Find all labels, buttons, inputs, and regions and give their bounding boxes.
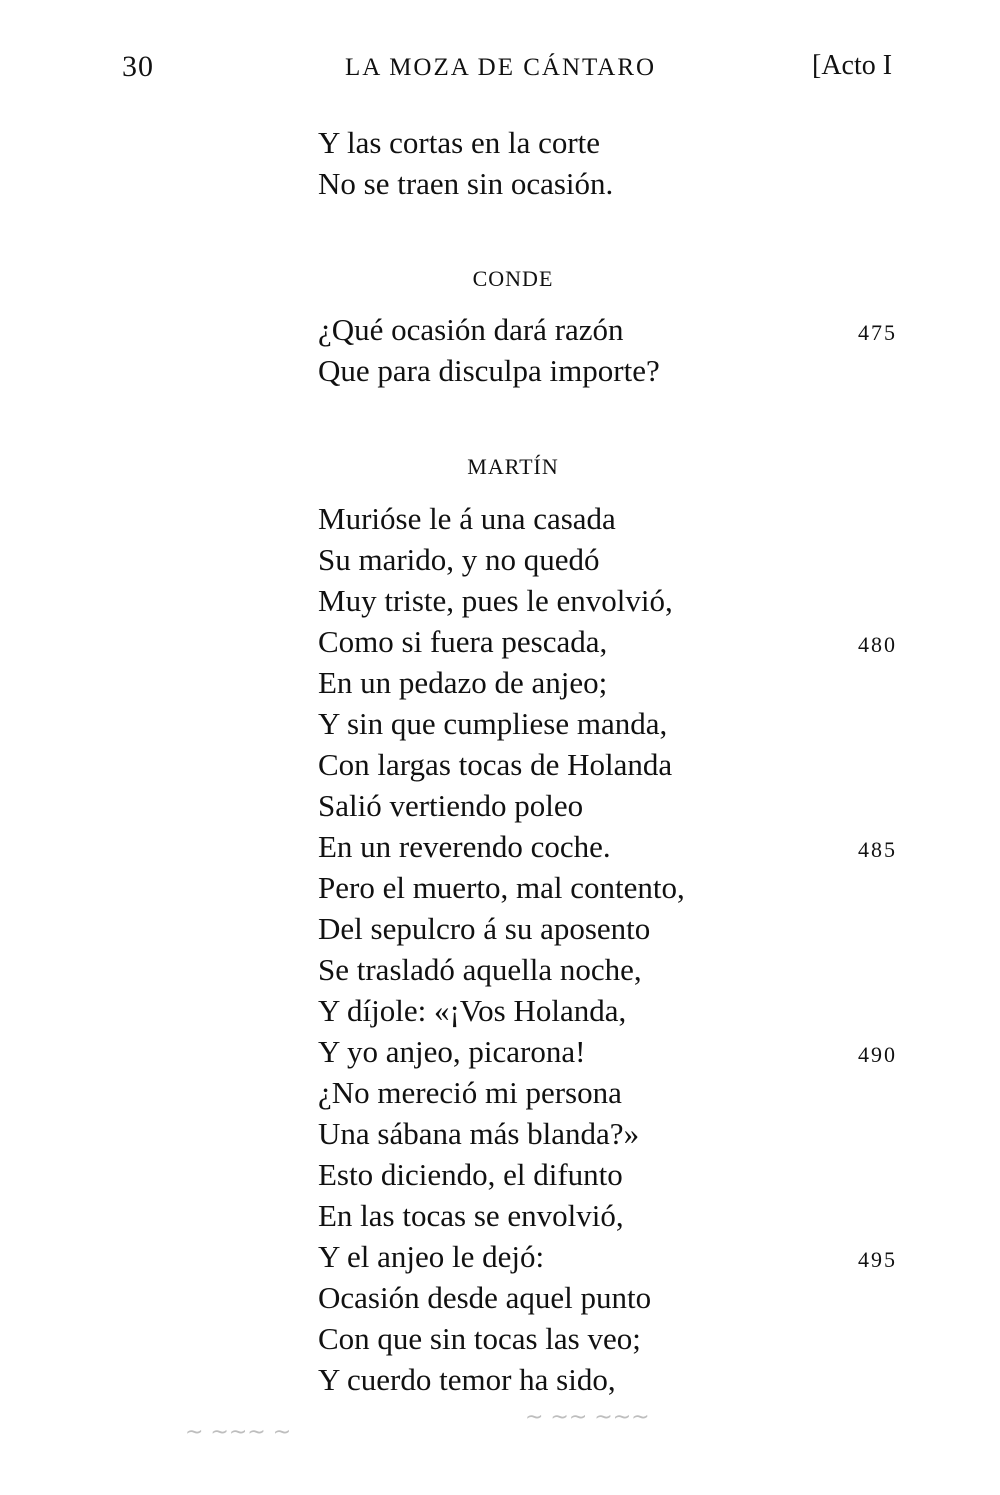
verse-line: [0, 1113, 1000, 1154]
verse-block-3: [0, 498, 1000, 1400]
verse-text: Murióse le á una casada: [318, 501, 616, 536]
verse-text: Y yo anjeo, picarona!: [318, 1034, 586, 1069]
verse-text: Con largas tocas de Holanda: [318, 747, 673, 782]
verse-text: Con que sin tocas las veo;: [318, 1321, 641, 1356]
verse-text: Su marido, y no quedó: [318, 542, 600, 577]
verse-line: [0, 621, 1000, 662]
verse-text: Esto diciendo, el difunto: [318, 1157, 623, 1192]
page-number: 30: [122, 50, 154, 83]
speaker-conde: CONDE: [472, 266, 554, 291]
verse-line: [0, 309, 1000, 350]
verse-text: Y cuerdo temor ha sido,: [318, 1362, 616, 1397]
verse-line: [0, 826, 1000, 867]
verse-line: [0, 350, 1000, 391]
verse-text: Y las cortas en la corte: [318, 125, 601, 160]
verse-line: [0, 1236, 1000, 1277]
verse-text: Salió vertiendo poleo: [318, 788, 584, 823]
verse-text: Y el anjeo le dejó:: [318, 1239, 545, 1274]
verse-text: Muy triste, pues le envolvió,: [318, 583, 673, 618]
verse-text: En un pedazo de anjeo;: [318, 665, 608, 700]
running-header: [0, 50, 1000, 90]
verse-text: Y díjole: «¡Vos Holanda,: [318, 993, 627, 1028]
verse-line: [0, 949, 1000, 990]
verse-text: Y sin que cumpliese manda,: [318, 706, 668, 741]
verse-line: [0, 580, 1000, 621]
line-number: 490: [858, 1042, 897, 1067]
verse-text: Pero el muerto, mal contento,: [318, 870, 685, 905]
verse-text: Una sábana más blanda?»: [318, 1116, 640, 1151]
verse-text: Como si fuera pescada,: [318, 624, 608, 659]
verse-line: [0, 744, 1000, 785]
verse-line: [0, 1072, 1000, 1113]
verse-line: [0, 1277, 1000, 1318]
verse-line: [0, 122, 1000, 163]
line-number: 495: [858, 1247, 897, 1272]
act-label: [Acto I: [812, 50, 893, 81]
verse-line: [0, 1154, 1000, 1195]
verse-line: [0, 785, 1000, 826]
verse-line: [0, 990, 1000, 1031]
verse-text: No se traen sin ocasión.: [318, 166, 614, 201]
verse-line: [0, 908, 1000, 949]
verse-block-1: [0, 122, 1000, 204]
running-title: LA MOZA DE CÁNTARO: [345, 54, 657, 81]
handwritten-marginalia: ~ ~~~ ~: [185, 1420, 292, 1445]
handwritten-marginalia: ~ ~~ ~~~: [525, 1405, 650, 1430]
verse-line: [0, 703, 1000, 744]
verse-text: ¿Qué ocasión dará razón: [318, 312, 624, 347]
verse-text: Del sepulcro á su aposento: [318, 911, 651, 946]
verse-text: Se trasladó aquella noche,: [318, 952, 642, 987]
verse-text: Que para disculpa importe?: [318, 353, 660, 388]
verse-text: En un reverendo coche.: [318, 829, 611, 864]
line-number: 475: [858, 320, 897, 345]
verse-line: [0, 163, 1000, 204]
verse-line: [0, 1318, 1000, 1359]
verse-text: ¿No mereció mi persona: [318, 1075, 622, 1110]
verse-block-2: [0, 309, 1000, 391]
verse-line: [0, 1031, 1000, 1072]
line-number: 480: [858, 632, 897, 657]
verse-line: [0, 1195, 1000, 1236]
verse-line: [0, 662, 1000, 703]
line-number: 485: [858, 837, 897, 862]
speaker-martin: MARTÍN: [467, 454, 559, 479]
verse-line: [0, 498, 1000, 539]
verse-line: [0, 867, 1000, 908]
verse-line: [0, 539, 1000, 580]
verse-text: En las tocas se envolvió,: [318, 1198, 624, 1233]
verse-text: Ocasión desde aquel punto: [318, 1280, 652, 1315]
verse-line: [0, 1359, 1000, 1400]
